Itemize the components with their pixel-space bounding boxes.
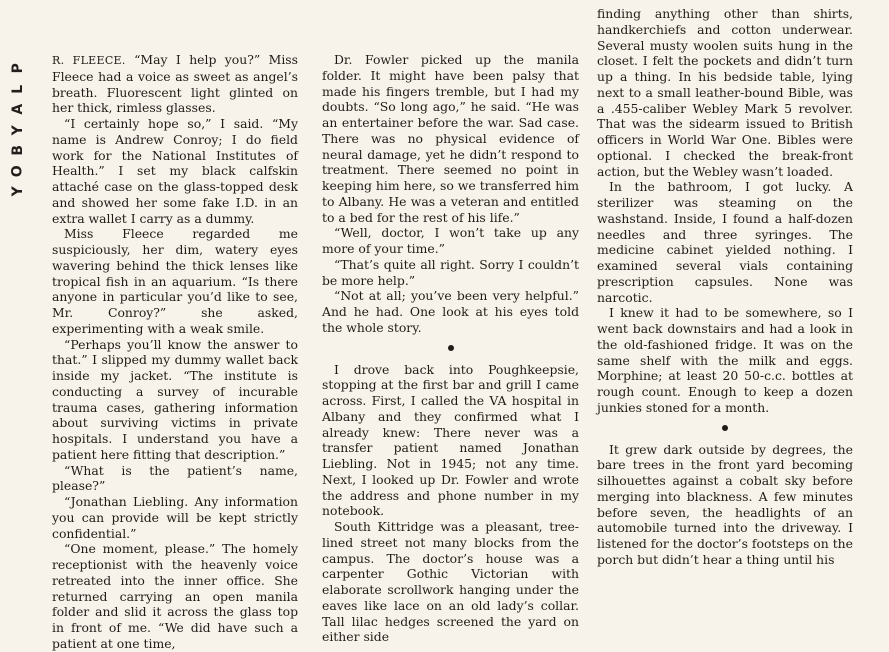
paragraph: It grew dark outside by degrees, the bare trees in the front yard becoming silhouettes against a cobalt sky before merging into blackness. A few minutes before seven, the headlights of an automobile turned into the driveway. I listened for the doctor’s footsteps on the porch but didn’t hear a thing until his [597, 441, 853, 567]
paragraph: “Perhaps you’ll know the answer to that.” I slipped my dummy wallet back inside my jacket. “The institute is conducting a survey of incurable trauma cases, gathering information about surviving victims in private hospitals. I understand you have a patient here fitting that description.” [52, 336, 298, 462]
paragraph: Dr. Fowler picked up the manila folder. It might have been palsy that made his fingers tremble, but I had my doubts. “So long ago,” he said. “He was an entertainer before the war. Sad case. There was no physical evidence of neural damage, yet he didn’t respond to treatment. There seemed no point in keeping him here, so we transferred him to Albany. He was a veteran and entitled to a bed for the rest of his life.” [322, 52, 579, 225]
paragraph: “Not at all; you’ve been very helpful.” And he had. One look at his eyes told the whole story. [322, 288, 579, 335]
masthead-letter: O [9, 164, 26, 177]
masthead-letter: Y [9, 186, 26, 197]
paragraph: South Kittridge was a pleasant, tree-lined street not many blocks from the campus. The doctor’s house was a carpenter Gothic Victorian with elaborate scrollwork hanging under the eaves like lace on an old lady’s collar. Tall lilac hedges screened the yard on either side [322, 519, 579, 645]
bullet-dot [722, 425, 728, 431]
paragraph: “I certainly hope so,” I said. “My name is Andrew Conroy; I do field work for the National Institutes of Health.” I set my black calfskin attaché case on the glass-topped desk and showed her some fake I.D. in an extra wallet I carry as a dummy. [52, 116, 298, 226]
paragraph [52, 52, 298, 116]
paragraph: “Well, doctor, I won’t take up any more of your time.” [322, 225, 579, 256]
paragraph: “What is the patient’s name, please?” [52, 462, 298, 494]
paragraph: I knew it had to be somewhere, so I went back downstairs and had a look in the old-fashioned fridge. It was on the same shelf with the milk and eggs. Morphine; at least 20 50-c.c. bottles at rough count. Enough to keep a dozen junkies stoned for a month. [597, 305, 853, 415]
paragraph: In the bathroom, I got lucky. A sterilizer was steaming on the washstand. Inside, I found a half-dozen needles and three syringes. The medicine cabinet yielded nothing. I examined several vials containing prescription capsules. None was narcotic. [597, 179, 853, 305]
paragraph: I drove back into Poughkeepsie, stopping at the first bar and grill I came across. First, I called the VA hospital in Albany and they confirmed what I already knew: There never was a transfer patient named Jonathan Liebling. Not in 1945; not any time. Next, I looked up Dr. Fowler and wrote the address and phone number in my notebook. [322, 361, 579, 519]
text-column-2 [322, 52, 579, 645]
paragraph: Miss Fleece regarded me suspiciously, her dim, watery eyes wavering behind the thick lenses like tropical fish in an aquarium. “Is there anyone in particular you’d like to see, Mr. Conroy?” she asked, experimenting with a weak smile. [52, 226, 298, 336]
masthead-letter: B [9, 144, 26, 156]
section-break [322, 336, 579, 362]
paragraph: “One moment, please.” The homely receptionist with the heavenly voice retreated into the inner office. She returned carrying an open manila folder and slid it across the glass top in front of me. “We did have such a patient at one time, [52, 541, 298, 651]
section-break [597, 416, 853, 442]
text-column-1 [52, 52, 298, 651]
masthead-letter: P [9, 63, 26, 74]
lead-in: R. FLEECE. [52, 54, 126, 67]
masthead-letter: A [9, 103, 26, 115]
text-column-3 [597, 6, 853, 605]
bullet-dot [448, 345, 454, 351]
magazine-masthead [4, 58, 32, 202]
paragraph: “That’s quite all right. Sorry I couldn’t be more help.” [322, 256, 579, 288]
masthead-letter: Y [9, 124, 26, 135]
masthead-letter: L [9, 84, 26, 94]
paragraph: “Jonathan Liebling. Any information you can provide will be kept strictly confidential.” [52, 494, 298, 541]
paragraph: finding anything other than shirts, handkerchiefs and cotton underwear. Several musty woolen suits hung in the closet. I felt the pockets and didn’t turn up a thing. In his bedside table, lying next to a small leather-bound Bible, was a .455-caliber Webley Mark 5 revolver. That was the sidearm issued to British officers in World War One. Bibles were optional. I checked the break-front action, but the Webley wasn’t loaded. [597, 6, 853, 179]
paragraph-text: “May I help you?” Miss Fleece had a voice as sweet as angel’s breath. Fluorescent light glinted on her thick, rimless glasses. [52, 52, 298, 116]
